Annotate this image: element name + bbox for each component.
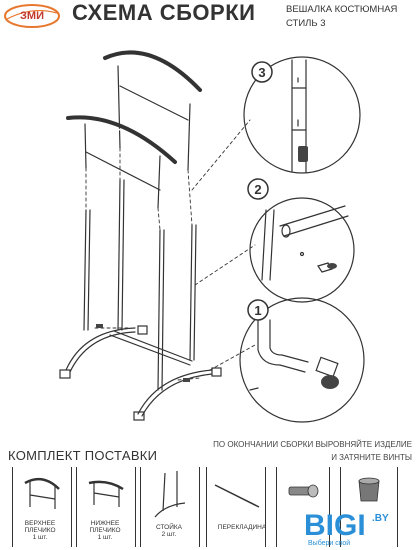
part-label-1b: ПЛЕЧИКО (24, 527, 56, 534)
insert-icon (298, 146, 308, 162)
step-number-3: 3 (258, 65, 266, 80)
detail-2-joint (262, 206, 348, 280)
crossbar-icon (207, 467, 265, 517)
kit-title: КОМПЛЕКТ ПОСТАВКИ (8, 448, 158, 463)
part-qty-2: 1 шт. (97, 534, 113, 541)
part-label-2: НИЖНЕЕ (90, 520, 120, 527)
bigi-watermark (300, 503, 412, 547)
screw-icon (96, 324, 103, 328)
part-label-1: ВЕРХНЕЕ (24, 520, 56, 527)
assembly-note-line2: И ЗАТЯНИТЕ ВИНТЫ (331, 453, 412, 462)
upper-hanger-icon (13, 467, 71, 517)
assembly-note-line1: ПО ОКОНЧАНИИ СБОРКИ ВЫРОВНЯЙТЕ ИЗДЕЛИЕ (213, 440, 412, 449)
screw-icon (183, 378, 190, 382)
product-name: ВЕШАЛКА КОСТЮМНАЯ (286, 4, 398, 15)
page-title: СХЕМА СБОРКИ (72, 0, 256, 25)
lower-hanger-drawing (68, 117, 175, 208)
assembly-diagram (0, 30, 418, 430)
watermark-suffix: .BY (372, 513, 389, 524)
watermark-tagline: Выбери свой (308, 540, 351, 547)
part-qty-1: 1 шт. (32, 534, 48, 541)
step-number-1: 1 (254, 303, 262, 318)
screw-icon (327, 263, 337, 269)
brand-logo (4, 4, 60, 28)
crossbar-drawing (110, 335, 190, 365)
product-model: СТИЛЬ 3 (286, 18, 326, 29)
lower-hanger-icon (77, 467, 135, 517)
watermark-brand: BIGI (304, 509, 366, 542)
foot-cap-icon (321, 375, 339, 389)
part-label-3: СТОЙКА (155, 524, 182, 531)
part-crossbar (206, 467, 266, 547)
stand-left-drawing (60, 180, 147, 378)
step-number-2: 2 (254, 182, 262, 197)
part-label-4: ПЕРЕКЛАДИНА (217, 524, 267, 531)
step-badge-2 (248, 179, 268, 199)
step-badge-1 (248, 300, 268, 320)
stand-icon (141, 467, 199, 521)
upper-hanger-drawing (105, 52, 200, 170)
part-label-2b: ПЛЕЧИКО (89, 527, 121, 534)
step-badge-3 (252, 62, 272, 82)
stand-right-drawing (134, 225, 221, 420)
part-qty-3: 2 шт. (161, 531, 177, 538)
brand-logo-text: ЗМИ (20, 10, 44, 22)
